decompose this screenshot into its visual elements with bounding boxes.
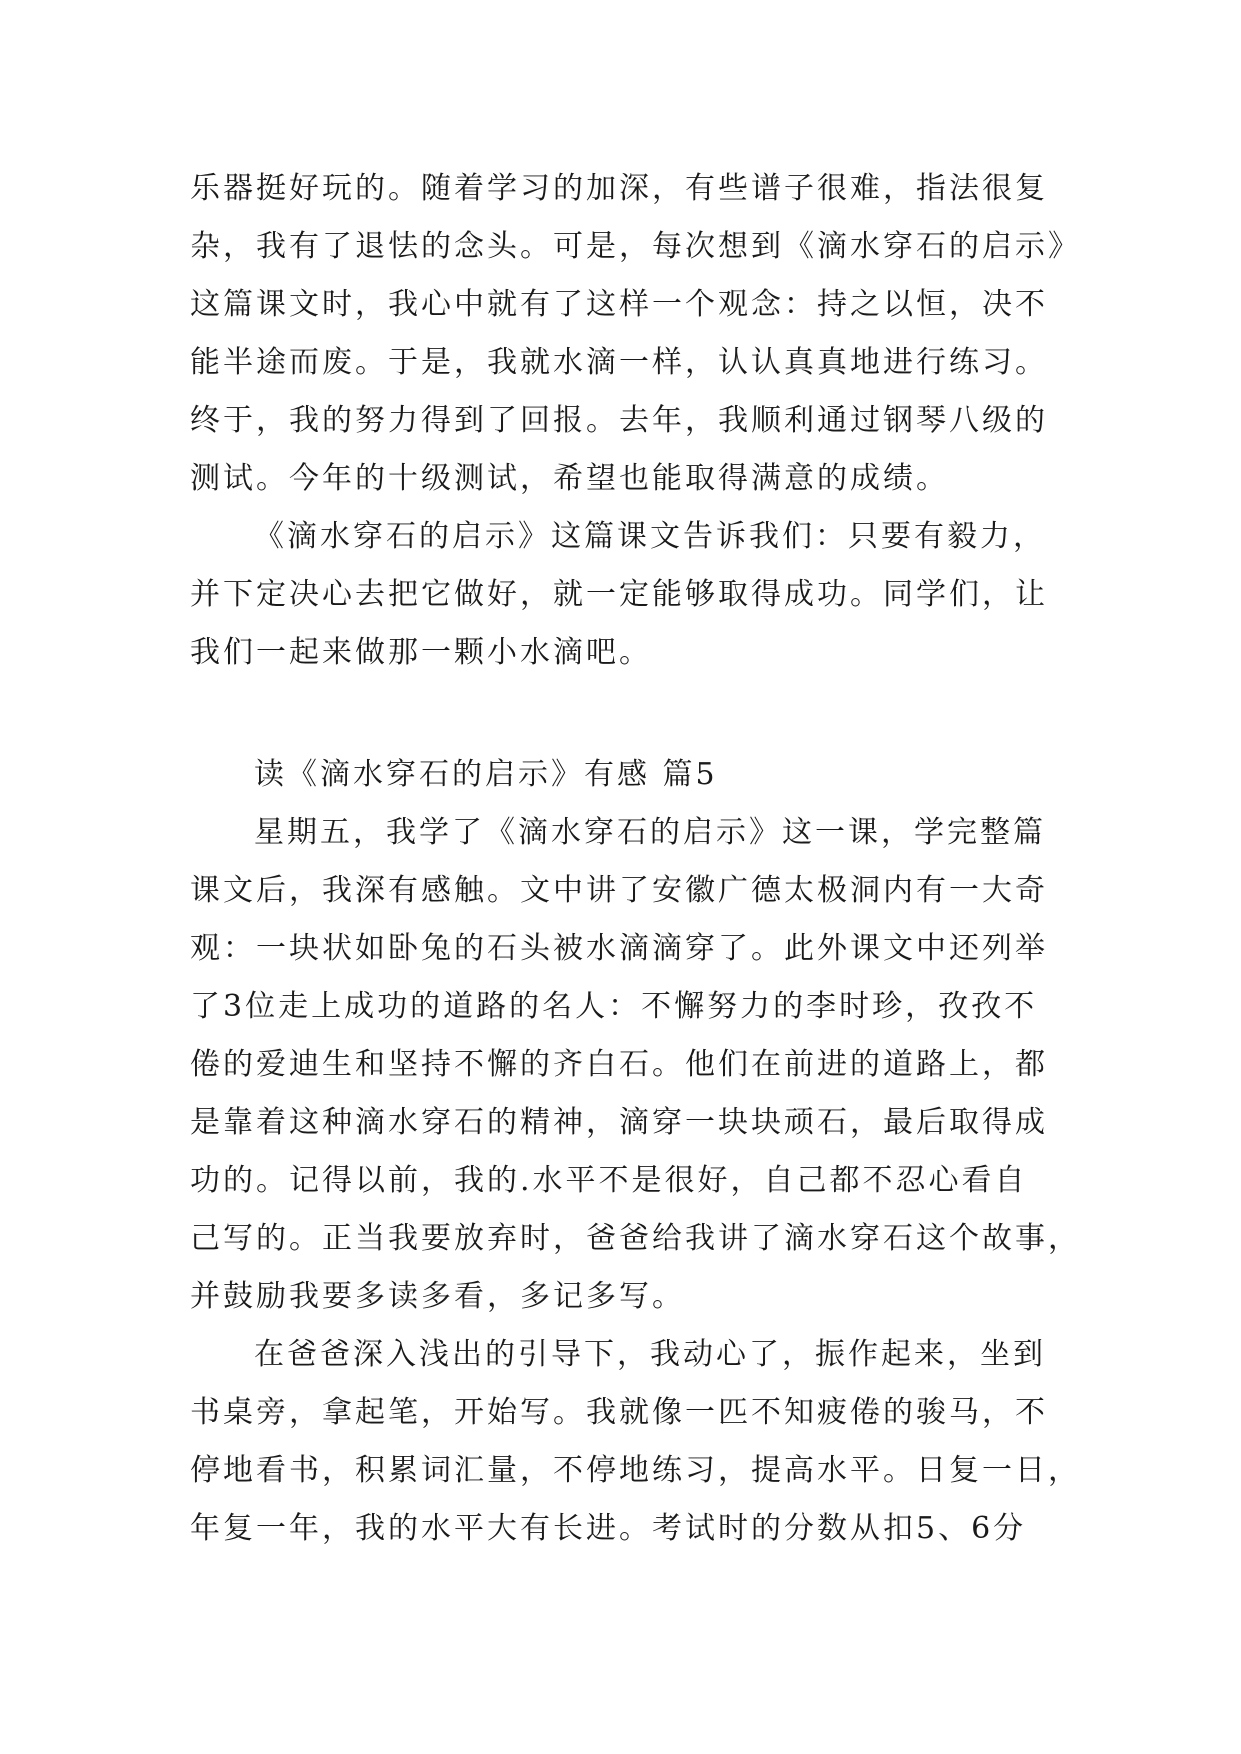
text-line: 功的。记得以前，我的.水平不是很好，自己都不忍心看自 <box>190 1163 1028 1198</box>
text-line: 倦的爱迪生和坚持不懈的齐白石。他们在前进的道路上，都 <box>190 1047 1048 1082</box>
text-line: 是靠着这种滴水穿石的精神，滴穿一块块顽石，最后取得成 <box>190 1105 1048 1140</box>
paragraph-piano-practice <box>190 160 1081 508</box>
text-line: 在爸爸深入浅出的引导下，我动心了，振作起来，坐到 <box>254 1337 1046 1372</box>
text-line: 乐器挺好玩的。随着学习的加深，有些谱子很难，指法很复 <box>190 171 1048 206</box>
text-line: 观：一块状如卧兔的石头被水滴滴穿了。此外课文中还列举 <box>190 931 1048 966</box>
text-line: 这篇课文时，我心中就有了这样一个观念：持之以恒，决不 <box>190 287 1048 322</box>
text-line: 了3位走上成功的道路的名人：不懈努力的李时珍，孜孜不 <box>190 989 1038 1024</box>
text-line: 并下定决心去把它做好，就一定能够取得成功。同学们，让 <box>190 577 1048 612</box>
text-line: 己写的。正当我要放弃时，爸爸给我讲了滴水穿石这个故事， <box>190 1221 1081 1256</box>
text-line: 星期五，我学了《滴水穿石的启示》这一课，学完整篇 <box>254 815 1046 850</box>
section-title: 读《滴水穿石的启示》有感 篇5 <box>254 757 718 792</box>
text-line: 年复一年，我的水平大有长进。考试时的分数从扣5、6分 <box>190 1511 1027 1546</box>
text-line: 停地看书，积累词汇量，不停地练习，提高水平。日复一日， <box>190 1453 1081 1488</box>
text-line: 《滴水穿石的启示》这篇课文告诉我们：只要有毅力， <box>254 519 1046 554</box>
text-line: 能半途而废。于是，我就水滴一样，认认真真地进行练习。 <box>190 345 1048 380</box>
text-line: 书桌旁，拿起笔，开始写。我就像一匹不知疲倦的骏马，不 <box>190 1395 1048 1430</box>
section-spacer <box>190 682 1070 746</box>
paragraph-lesson-reflection <box>190 804 1081 1326</box>
text-line: 终于，我的努力得到了回报。去年，我顺利通过钢琴八级的 <box>190 403 1048 438</box>
text-line: 测试。今年的十级测试，希望也能取得满意的成绩。 <box>190 461 949 496</box>
text-line: 杂，我有了退怯的念头。可是，每次想到《滴水穿石的启示》 <box>190 229 1081 264</box>
text-line: 我们一起来做那一颗小水滴吧。 <box>190 635 652 670</box>
paragraph-conclusion <box>190 508 1070 682</box>
text-line: 课文后，我深有感触。文中讲了安徽广德太极洞内有一大奇 <box>190 873 1048 908</box>
paragraph-father-guidance <box>190 1326 1081 1558</box>
text-line: 并鼓励我要多读多看，多记多写。 <box>190 1279 685 1314</box>
document-body <box>190 160 1081 1558</box>
